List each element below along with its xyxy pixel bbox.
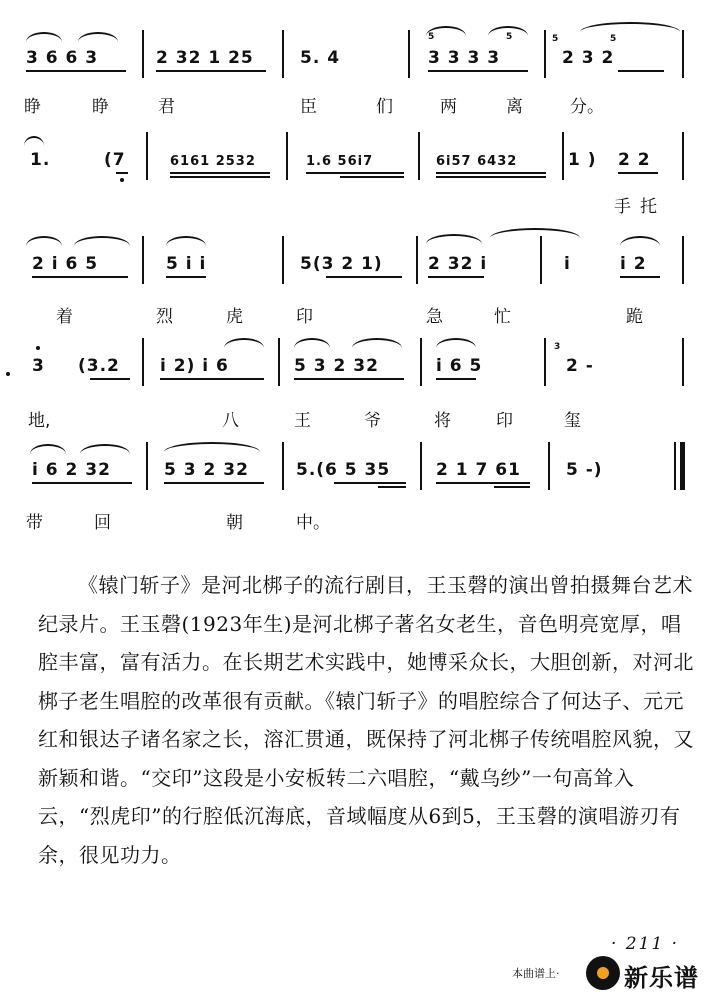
lyric: 分。 (570, 97, 604, 117)
grace-note: 5 (428, 32, 435, 42)
final-bar-line (680, 442, 685, 490)
bar-line (416, 236, 418, 284)
octave-dot (36, 346, 40, 350)
notes: 5 -) (566, 460, 603, 480)
score-line-5 (0, 430, 710, 540)
notes: 3 6 6 3 (26, 48, 99, 68)
notes: (3.2 (78, 356, 120, 376)
bar-line (544, 338, 546, 386)
notes: 5 i i (166, 254, 207, 274)
bar-line (282, 442, 284, 490)
underline (156, 70, 266, 72)
bar-line (278, 338, 280, 386)
slur (620, 236, 660, 246)
slur (74, 236, 130, 246)
underline (170, 172, 270, 174)
notes: i 2) i 6 (160, 356, 229, 376)
lyric: 手 (614, 197, 631, 217)
notes: i 6 5 (436, 356, 483, 376)
notes: 5.(6 5 35 (296, 460, 391, 480)
lyric: 跪 (626, 307, 643, 327)
lyric: 们 (376, 97, 393, 117)
notes: 2 1 7 61 (436, 460, 521, 480)
lyric: 中。 (296, 513, 330, 533)
underline (160, 378, 264, 380)
lyric: 臣 (300, 97, 317, 117)
lyric: 王 (294, 411, 311, 431)
record-disc-icon (586, 956, 620, 990)
bar-line (682, 338, 684, 386)
notes: i (564, 254, 571, 274)
notes: 3 3 3 3 (428, 48, 501, 68)
logo-text: 新乐谱 (624, 964, 699, 992)
underline (428, 70, 528, 72)
underline (428, 276, 484, 278)
score-line-1 (0, 18, 710, 128)
lyric: 烈 (156, 307, 173, 327)
slur (352, 338, 402, 348)
underline (116, 172, 128, 174)
slur (30, 444, 66, 454)
underline (90, 378, 130, 380)
underline (436, 482, 530, 484)
underline (170, 176, 270, 178)
underline (294, 378, 404, 380)
notes: 5 3 2 32 (164, 460, 249, 480)
underline (494, 486, 530, 488)
underline (618, 70, 664, 72)
slur (294, 338, 330, 348)
lyric: 将 (434, 411, 451, 431)
underline (436, 378, 476, 380)
bar-line (548, 442, 550, 490)
site-logo[interactable] (586, 954, 704, 992)
lyric: 睁 (24, 97, 41, 117)
notes: 5. 4 (300, 48, 341, 68)
lyric: 八 (222, 411, 239, 431)
notes: 5 3 2 32 (294, 356, 379, 376)
bar-line (420, 442, 422, 490)
notes: 6i57 6432 (436, 154, 518, 169)
slur (488, 26, 528, 36)
underline (326, 276, 402, 278)
notes: 1.6 56i7 (306, 154, 374, 169)
underline (436, 172, 546, 174)
slur (80, 444, 130, 454)
lyric: 急 (426, 307, 443, 327)
bar-line (282, 30, 284, 78)
bar-line (142, 338, 144, 386)
source-label: 本曲谱上· (512, 967, 560, 980)
lyric: 朝 (226, 513, 243, 533)
slur (580, 22, 680, 32)
notes: 1 ) (568, 150, 597, 170)
slur (490, 228, 580, 238)
bar-line (562, 132, 564, 180)
underline (618, 172, 658, 174)
lyric: 爷 (364, 411, 381, 431)
notes: 5(3 2 1) (300, 254, 383, 274)
lyric: 带 (26, 513, 43, 533)
notes: 6161 2532 (170, 154, 256, 169)
slur (24, 136, 44, 146)
slur (426, 234, 482, 244)
notes: (7 (104, 150, 126, 170)
lyric: 地, (28, 411, 51, 431)
bar-line (282, 236, 284, 284)
slur (426, 26, 466, 36)
underline (32, 276, 128, 278)
lyric: 虎 (226, 307, 243, 327)
page-number: · 211 · (611, 934, 680, 954)
slur (26, 236, 62, 246)
underline (32, 482, 132, 484)
underline (334, 482, 406, 484)
score-line-2 (0, 120, 710, 230)
slur (26, 32, 62, 42)
notes: i 6 2 32 (32, 460, 111, 480)
notes: 1. (30, 150, 51, 170)
lyric: 玺 (564, 411, 581, 431)
bar-line (146, 442, 148, 490)
underline (378, 486, 406, 488)
lyric: 睁 (92, 97, 109, 117)
underline (620, 276, 660, 278)
slur (78, 32, 118, 42)
notes: 2 i 6 5 (32, 254, 99, 274)
notes: 3 (32, 356, 45, 376)
notes: 2 2 (618, 150, 651, 170)
bar-line (408, 30, 410, 78)
bar-line (146, 132, 148, 180)
bar-line (540, 236, 542, 284)
bar-line (142, 236, 144, 284)
notes: 2 3 2 (562, 48, 615, 68)
bar-line (142, 30, 144, 78)
grace-note: 5 (610, 34, 617, 44)
underline (166, 276, 206, 278)
underline (164, 482, 264, 484)
lyric: 着 (56, 307, 73, 327)
notes: 2 32 i (428, 254, 488, 274)
slur (224, 338, 264, 348)
slur (166, 236, 206, 246)
article-paragraph: 《辕门斩子》是河北梆子的流行剧目，王玉磬的演出曾拍摄舞台艺术纪录片。王玉磬(1923年生)是河北梆子著名女老生，音色明亮宽厚，唱腔丰富，富有活力。在长期艺术实践中，她博采众长，大胆创新，对河北梆子老生唱腔的改革很有贡献。《辕门斩子》的唱腔综合了何达子、元元红和银达子诸名家之长，溶汇贯通，既保持了河北梆子传统唱腔风貌，又新颖和谐。“交印”这段是小安板转二六唱腔，“戴乌纱”一句高耸入云，“烈虎印”的行腔低沉海底，音域幅度从6到5，王玉磬的演唱游刃有余，很见功力。 (38, 573, 694, 867)
grace-note: 5 (552, 34, 559, 44)
underline (436, 176, 546, 178)
octave-dot (120, 178, 124, 182)
underline (306, 172, 404, 174)
lyric: 印 (496, 411, 513, 431)
lyric: 印 (296, 307, 313, 327)
bar-line (420, 338, 422, 386)
grace-note: 5 (506, 32, 513, 42)
score-line-4 (0, 326, 710, 436)
notes: 2 - (566, 356, 594, 376)
underline (26, 70, 126, 72)
bar-line (674, 442, 676, 490)
grace-note: 3 (554, 342, 561, 352)
bar-line (682, 30, 684, 78)
bar-line (418, 132, 420, 180)
slur (436, 338, 476, 348)
bar-line (286, 132, 288, 180)
lyric: 君 (158, 97, 175, 117)
notes: i 2 (620, 254, 647, 274)
lyric: 两 (440, 97, 457, 117)
lyric: 托 (640, 197, 657, 217)
score-line-3 (0, 224, 710, 334)
bar-line (544, 30, 546, 78)
notes: 2 32 1 25 (156, 48, 254, 68)
bar-line (682, 236, 684, 284)
lyric: 离 (506, 97, 523, 117)
lyric: 忙 (494, 307, 511, 327)
slur (164, 442, 260, 452)
bar-line (682, 132, 684, 180)
lyric: 回 (94, 513, 111, 533)
underline (340, 176, 404, 178)
